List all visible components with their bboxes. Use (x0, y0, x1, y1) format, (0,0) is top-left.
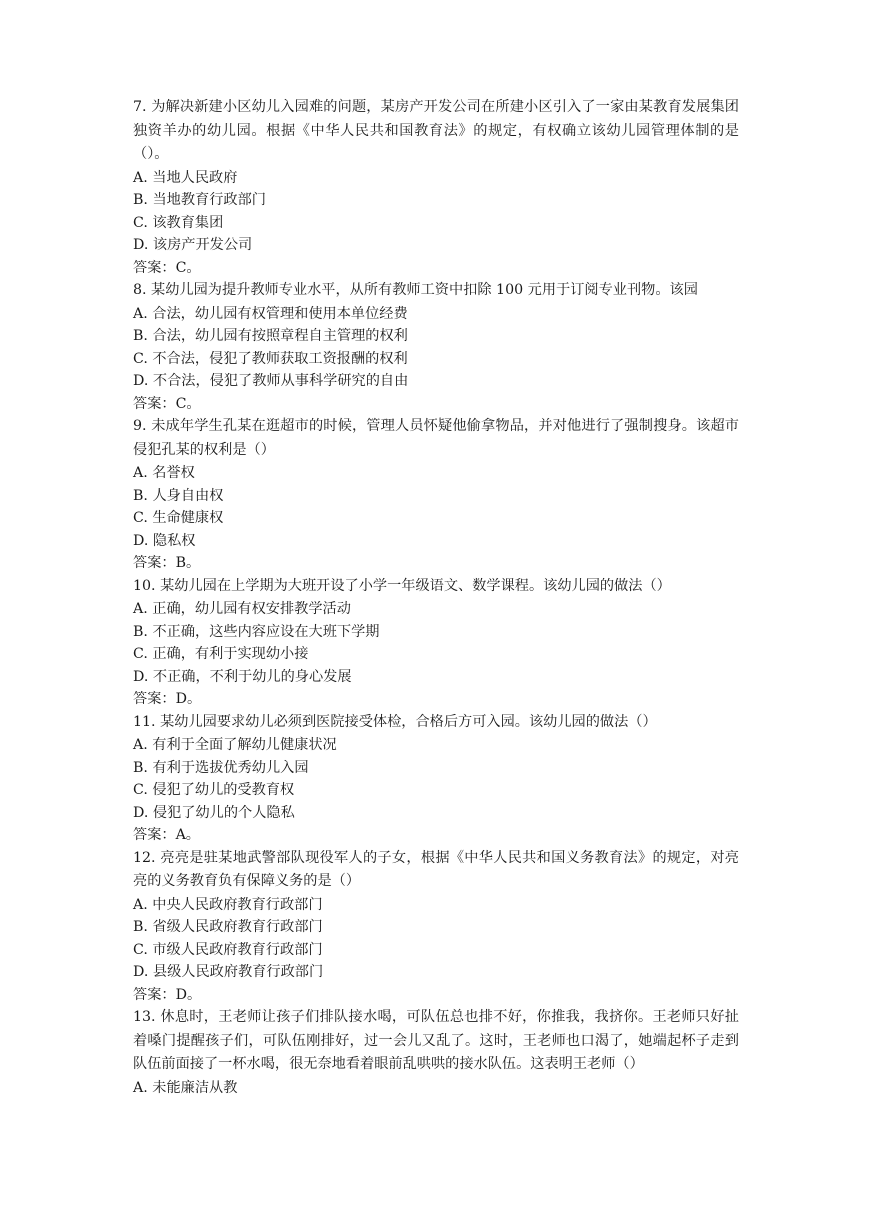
question-12 (133, 847, 739, 1007)
answer: 答案：A。 (133, 827, 200, 843)
option-a: A. 当地人民政府 (133, 169, 238, 186)
question-stem: 10. 某幼儿园在上学期为大班开设了小学一年级语文、数学课程。该幼儿园的做法（） (133, 577, 671, 594)
option-b: B. 有利于选拔优秀幼儿入园 (133, 759, 309, 776)
option-d: D. 不正确，不利于幼儿的身心发展 (133, 668, 352, 685)
question-10 (133, 575, 739, 711)
document-page (133, 96, 739, 1099)
option-d: D. 县级人民政府教育行政部门 (133, 964, 324, 980)
option-b: B. 不正确，这些内容应设在大班下学期 (133, 623, 380, 640)
question-stem: 9. 未成年学生孔某在逛超市的时候，管理人员怀疑他偷拿物品，并对他进行了强制搜身。该超市侵犯孔某的权利是（） (133, 418, 739, 458)
answer: 答案：D。 (133, 691, 202, 707)
question-stem: 12. 亮亮是驻某地武警部队现役军人的子女，根据《中华人民共和国义务教育法》的规定，对亮亮的义务教育负有保障义务的是（） (133, 849, 739, 889)
option-d: D. 不合法，侵犯了教师从事科学研究的自由 (133, 373, 409, 389)
option-a: A. 名誉权 (133, 465, 195, 481)
question-stem: 7. 为解决新建小区幼儿入园难的问题，某房产开发公司在所建小区引入了一家由某教育发展集团独资羊办的幼儿园。根据《中华人民共和国教育法》的规定，有权确立该幼儿园管理体制的是（）。 (133, 99, 739, 162)
option-a: A. 正确，幼儿园有权安排教学活动 (133, 601, 351, 617)
option-a: A. 有利于全面了解幼儿健康状况 (133, 737, 337, 753)
answer: 答案：C。 (133, 395, 201, 412)
option-a: A. 中央人民政府教育行政部门 (133, 896, 323, 913)
option-c: C. 生命健康权 (133, 510, 224, 526)
answer: 答案：C。 (133, 259, 201, 276)
option-c: C. 不合法，侵犯了教师获取工资报酬的权利 (133, 350, 408, 367)
question-13 (133, 1006, 739, 1099)
option-d: D. 侵犯了幼儿的个人隐私 (133, 804, 295, 821)
answer: 答案：B。 (133, 555, 201, 571)
option-b: B. 人身自由权 (133, 487, 224, 504)
question-11 (133, 711, 739, 847)
question-stem: 13. 休息时，王老师让孩子们排队接水喝，可队伍总也排不好，你推我，我挤你。王老师只好扯着嗓门提醒孩子们，可队伍刚排好，过一会儿又乱了。这时，王老师也口渴了，她端起杯子走到队伍前面接了一杯水喝，很无奈地看着眼前乱哄哄的接水队伍。这表明王老师（） (133, 1009, 739, 1072)
question-7 (133, 96, 739, 279)
question-stem: 8. 某幼儿园为提升教师专业水平，从所有教师工资中扣除 100 元用于订阅专业刊物。该园 (133, 282, 698, 298)
option-c: C. 侵犯了幼儿的受教育权 (133, 782, 295, 798)
option-c: C. 市级人民政府教育行政部门 (133, 941, 323, 958)
option-b: B. 省级人民政府教育行政部门 (133, 919, 323, 935)
option-d: D. 隐私权 (133, 532, 196, 549)
option-c: C. 该教育集团 (133, 214, 224, 231)
option-c: C. 正确，有利于实现幼小接 (133, 646, 309, 662)
option-b: B. 合法，幼儿园有按照章程自主管理的权利 (133, 328, 408, 344)
option-b: B. 当地教育行政部门 (133, 192, 266, 208)
question-9 (133, 415, 739, 575)
option-a: A. 合法，幼儿园有权管理和使用本单位经费 (133, 305, 408, 322)
option-a: A. 未能廉洁从教 (133, 1079, 238, 1096)
option-d: D. 该房产开发公司 (133, 237, 253, 253)
question-8 (133, 279, 739, 415)
answer: 答案：D。 (133, 986, 202, 1003)
question-stem: 11. 某幼儿园要求幼儿必须到医院接受体检，合格后方可入园。该幼儿园的做法（） (133, 713, 657, 730)
